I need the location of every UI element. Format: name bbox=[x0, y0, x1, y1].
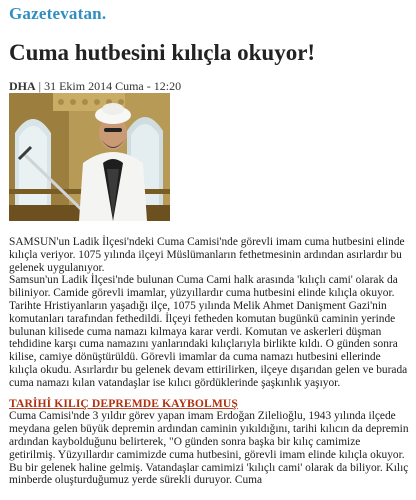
article-title: Cuma hutbesini kılıçla okuyor! bbox=[9, 40, 316, 65]
article-paragraph: Cuma Camisi'nde 3 yıldır görev yapan imam Erdoğan Zilelioğlu, 1943 yılında ilçede meydana gelen büyük depremin ardından caminin yıkıldığını, tarihi kılıcın da depremin ardından kaybolduğunu belirterek, "O günden sonra başka bir kılıç camimize getirilmiş. Yüzyıllardır camimizde cuma hutbesini, görevli imam elinde kılıçla okuyor. Bu bir gelenek haline gelmiş. Vatandaşlar camimizi 'kılıçlı cami' olarak da biliyor. Kılıç minberde oluşturduğumuz yerde sürekli duruyor. Cuma bbox=[9, 410, 409, 487]
article-photo-illustration bbox=[9, 93, 170, 221]
article-body bbox=[9, 236, 409, 487]
news-agency: DHA bbox=[9, 79, 36, 93]
article-paragraph: Samsun'un Ladik İlçesi'nde bulunan Cuma Cami halk arasında 'kılıçlı cami' olarak da biliniyor. Camide görevli imamlar, yüzyıllardır cuma hutbesini elinde kılıçla okuyor. Tarihte Hristiyanların yaşadığı ilçe, 1075 yılında Melik Ahmet Danişment Gazi'nin komutanları tarafından fethedildi. İlçeyi fetheden komutan bugünkü caminin yerinde bulunan kilisede cuma namazı kılmaya karar verdi. Komutan ve askerleri düşman tehdidine karşı cuma namazını yanlarındaki kılıçlarıyla birlikte kıldı. O günden sonra kilise, camiye dönüştürüldü. Görevli imamlar da cuma namazı hutbesini ellerinde kılıçla okudu. Asırlardır bu gelenek devam ettirilirken, ilçeye dışarıdan gelen ve burada cuma namazı kılan vatandaşlar ise kılıcı gördüklerinde şaşkınlık yaşıyor. bbox=[9, 274, 408, 389]
article-photo[interactable] bbox=[9, 93, 170, 221]
article-byline bbox=[9, 79, 181, 94]
publish-date: 31 Ekim 2014 Cuma - 12:20 bbox=[44, 79, 182, 93]
article-paragraph: SAMSUN'un Ladik İlçesi'ndeki Cuma Camisi'nde görevli imam cuma hutbesini elinde kılıçla veriyor. 1075 yılında ilçeyi Müslümanların fethetmesinin ardından asırlardır bu gelenek uygulanıyor. bbox=[9, 236, 405, 274]
byline-separator: | bbox=[38, 79, 42, 93]
site-logo[interactable]: Gazetevatan. bbox=[9, 4, 107, 23]
article-subheading: TARİHİ KILIÇ DEPREMDE KAYBOLMUŞ bbox=[9, 396, 238, 410]
